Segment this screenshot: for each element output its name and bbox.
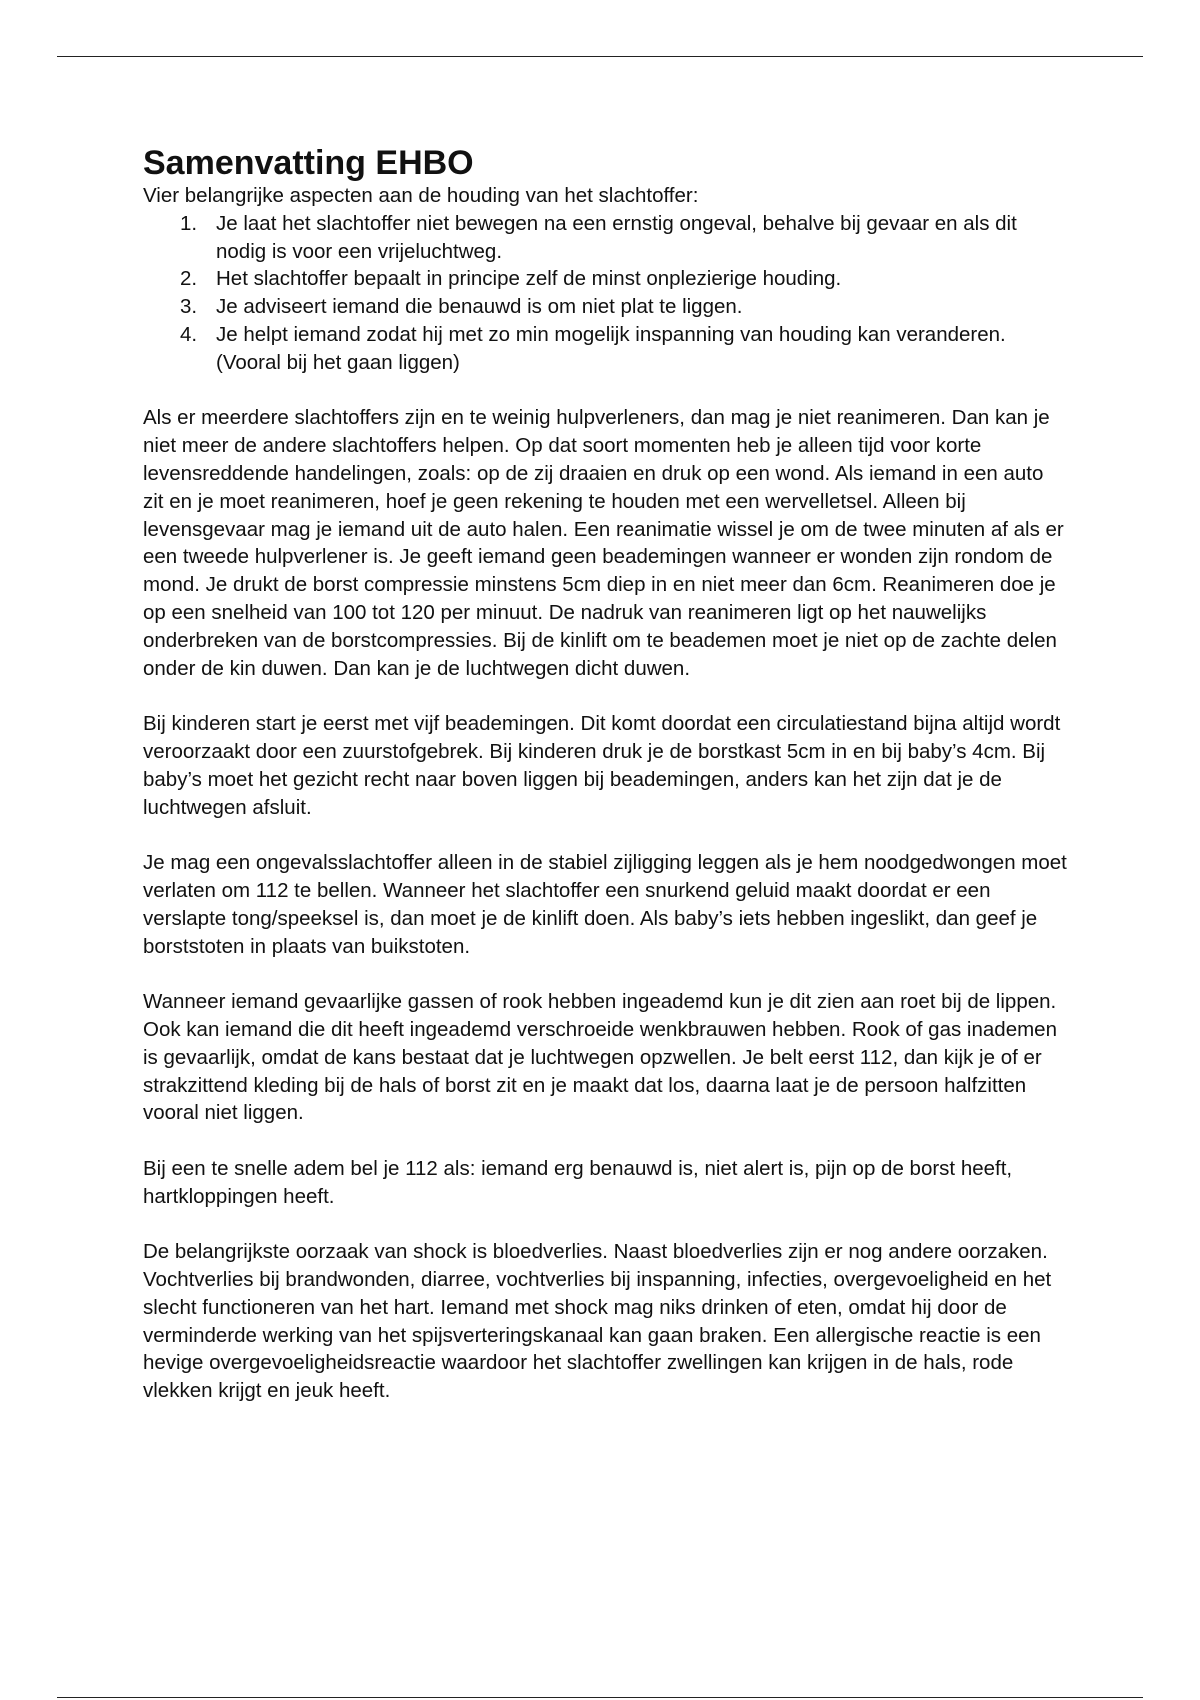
bottom-rule xyxy=(57,1697,1143,1698)
document-body xyxy=(143,144,1068,1405)
list-item-text: Je helpt iemand zodat hij met zo min mogelijk inspanning van houding kan veranderen. (Vooral bij het gaan liggen) xyxy=(216,322,1006,374)
paragraph-shock: De belangrijkste oorzaak van shock is bloedverlies. Naast bloedverlies zijn er nog andere oorzaken. Vochtverlies bij brandwonden, diarree, vochtverlies bij inspanning, infecties, overgevoeligheid en het slecht functioneren van het hart. Iemand met shock mag niks drinken of eten, omdat hij door de verminderde werking van het spijsverteringskanaal kan gaan braken. Een allergische reactie is een hevige overgevoeligheidsreactie waardoor het slachtoffer zwellingen kan krijgen in de hals, rode vlekken krijgt en jeuk heeft. xyxy=(143,1240,1052,1403)
paragraph-recovery-position: Je mag een ongevalsslachtoffer alleen in de stabiel zijligging leggen als je hem noodgedwongen moet verlaten om 112 te bellen. Wanneer het slachtoffer een snurkend geluid maakt doordat er een verslapte tong/speeksel is, dan moet je de kinlift doen. Als baby’s iets hebben ingeslikt, dan geef je borststoten in plaats van buikstoten. xyxy=(143,851,1067,958)
list-item xyxy=(143,293,1068,321)
list-number: 1. xyxy=(180,211,198,235)
document-title: Samenvatting EHBO xyxy=(143,144,474,182)
top-rule xyxy=(57,56,1143,57)
list-item xyxy=(143,210,1068,266)
list-number: 3. xyxy=(180,295,198,319)
paragraph-children: Bij kinderen start je eerst met vijf beademingen. Dit komt doordat een circulatiestand bijna altijd wordt veroorzaakt door een zuurstofgebrek. Bij kinderen druk je de borstkast 5cm in en bij baby’s 4cm. Bij baby’s moet het gezicht recht naar boven liggen bij beademingen, anders kan het zijn dat je de luchtwegen afsluit. xyxy=(143,712,1061,819)
list-item xyxy=(143,321,1068,377)
paragraph-breathing: Bij een te snelle adem bel je 112 als: iemand erg benauwd is, niet alert is, pijn op de borst heeft, hartkloppingen heeft. xyxy=(143,1156,1013,1208)
list-item xyxy=(143,265,1068,293)
paragraph-smoke-inhalation: Wanneer iemand gevaarlijke gassen of rook hebben ingeademd kun je dit zien aan roet bij de lippen. Ook kan iemand die dit heeft ingeademd verschroeide wenkbrauwen hebben. Rook of gas inademen is gevaarlijk, omdat de kans bestaat dat je luchtwegen opzwellen. Je belt eerst 112, dan kijk je of er strakzittend kleding bij de hals of borst zit en je maakt dat los, daarna laat je de persoon halfzitten vooral niet liggen. xyxy=(143,990,1057,1125)
list-number: 4. xyxy=(180,322,198,346)
paragraph-reanimation: Als er meerdere slachtoffers zijn en te weinig hulpverleners, dan mag je niet reanimeren. Dan kan je niet meer de andere slachtoffers helpen. Op dat soort momenten heb je alleen tijd voor korte levensreddende handelingen, zoals: op de zij draaien en druk op een wond. Als iemand in een auto zit en je moet reanimeren, hoef je geen rekening te houden met een wervelletsel. Alleen bij levensgevaar mag je iemand uit de auto halen. Een reanimatie wissel je om de twee minuten af als er een tweede hulpverlener is. Je geeft iemand geen beademingen wanneer er wonden zijn rondom de mond. Je drukt de borst compressie minstens 5cm diep in en niet meer dan 6cm. Reanimeren doe je op een snelheid van 100 tot 120 per minuut. De nadruk van reanimeren ligt op het nauwelijks onderbreken van de borstcompressies. Bij de kinlift om te beademen moet je niet op de zachte delen onder de kin duwen. Dan kan je de luchtwegen dicht duwen. xyxy=(143,406,1064,680)
list-item-text: Je adviseert iemand die benauwd is om niet plat te liggen. xyxy=(216,295,743,319)
list-number: 2. xyxy=(180,267,198,291)
list-item-text: Het slachtoffer bepaalt in principe zelf de minst onplezierige houding. xyxy=(216,267,842,291)
list-item-text: Je laat het slachtoffer niet bewegen na een ernstig ongeval, behalve bij gevaar en als dit nodig is voor een vrijeluchtweg. xyxy=(216,211,1017,263)
intro-text: Vier belangrijke aspecten aan de houding van het slachtoffer: xyxy=(143,184,699,207)
posture-list xyxy=(143,210,1068,377)
